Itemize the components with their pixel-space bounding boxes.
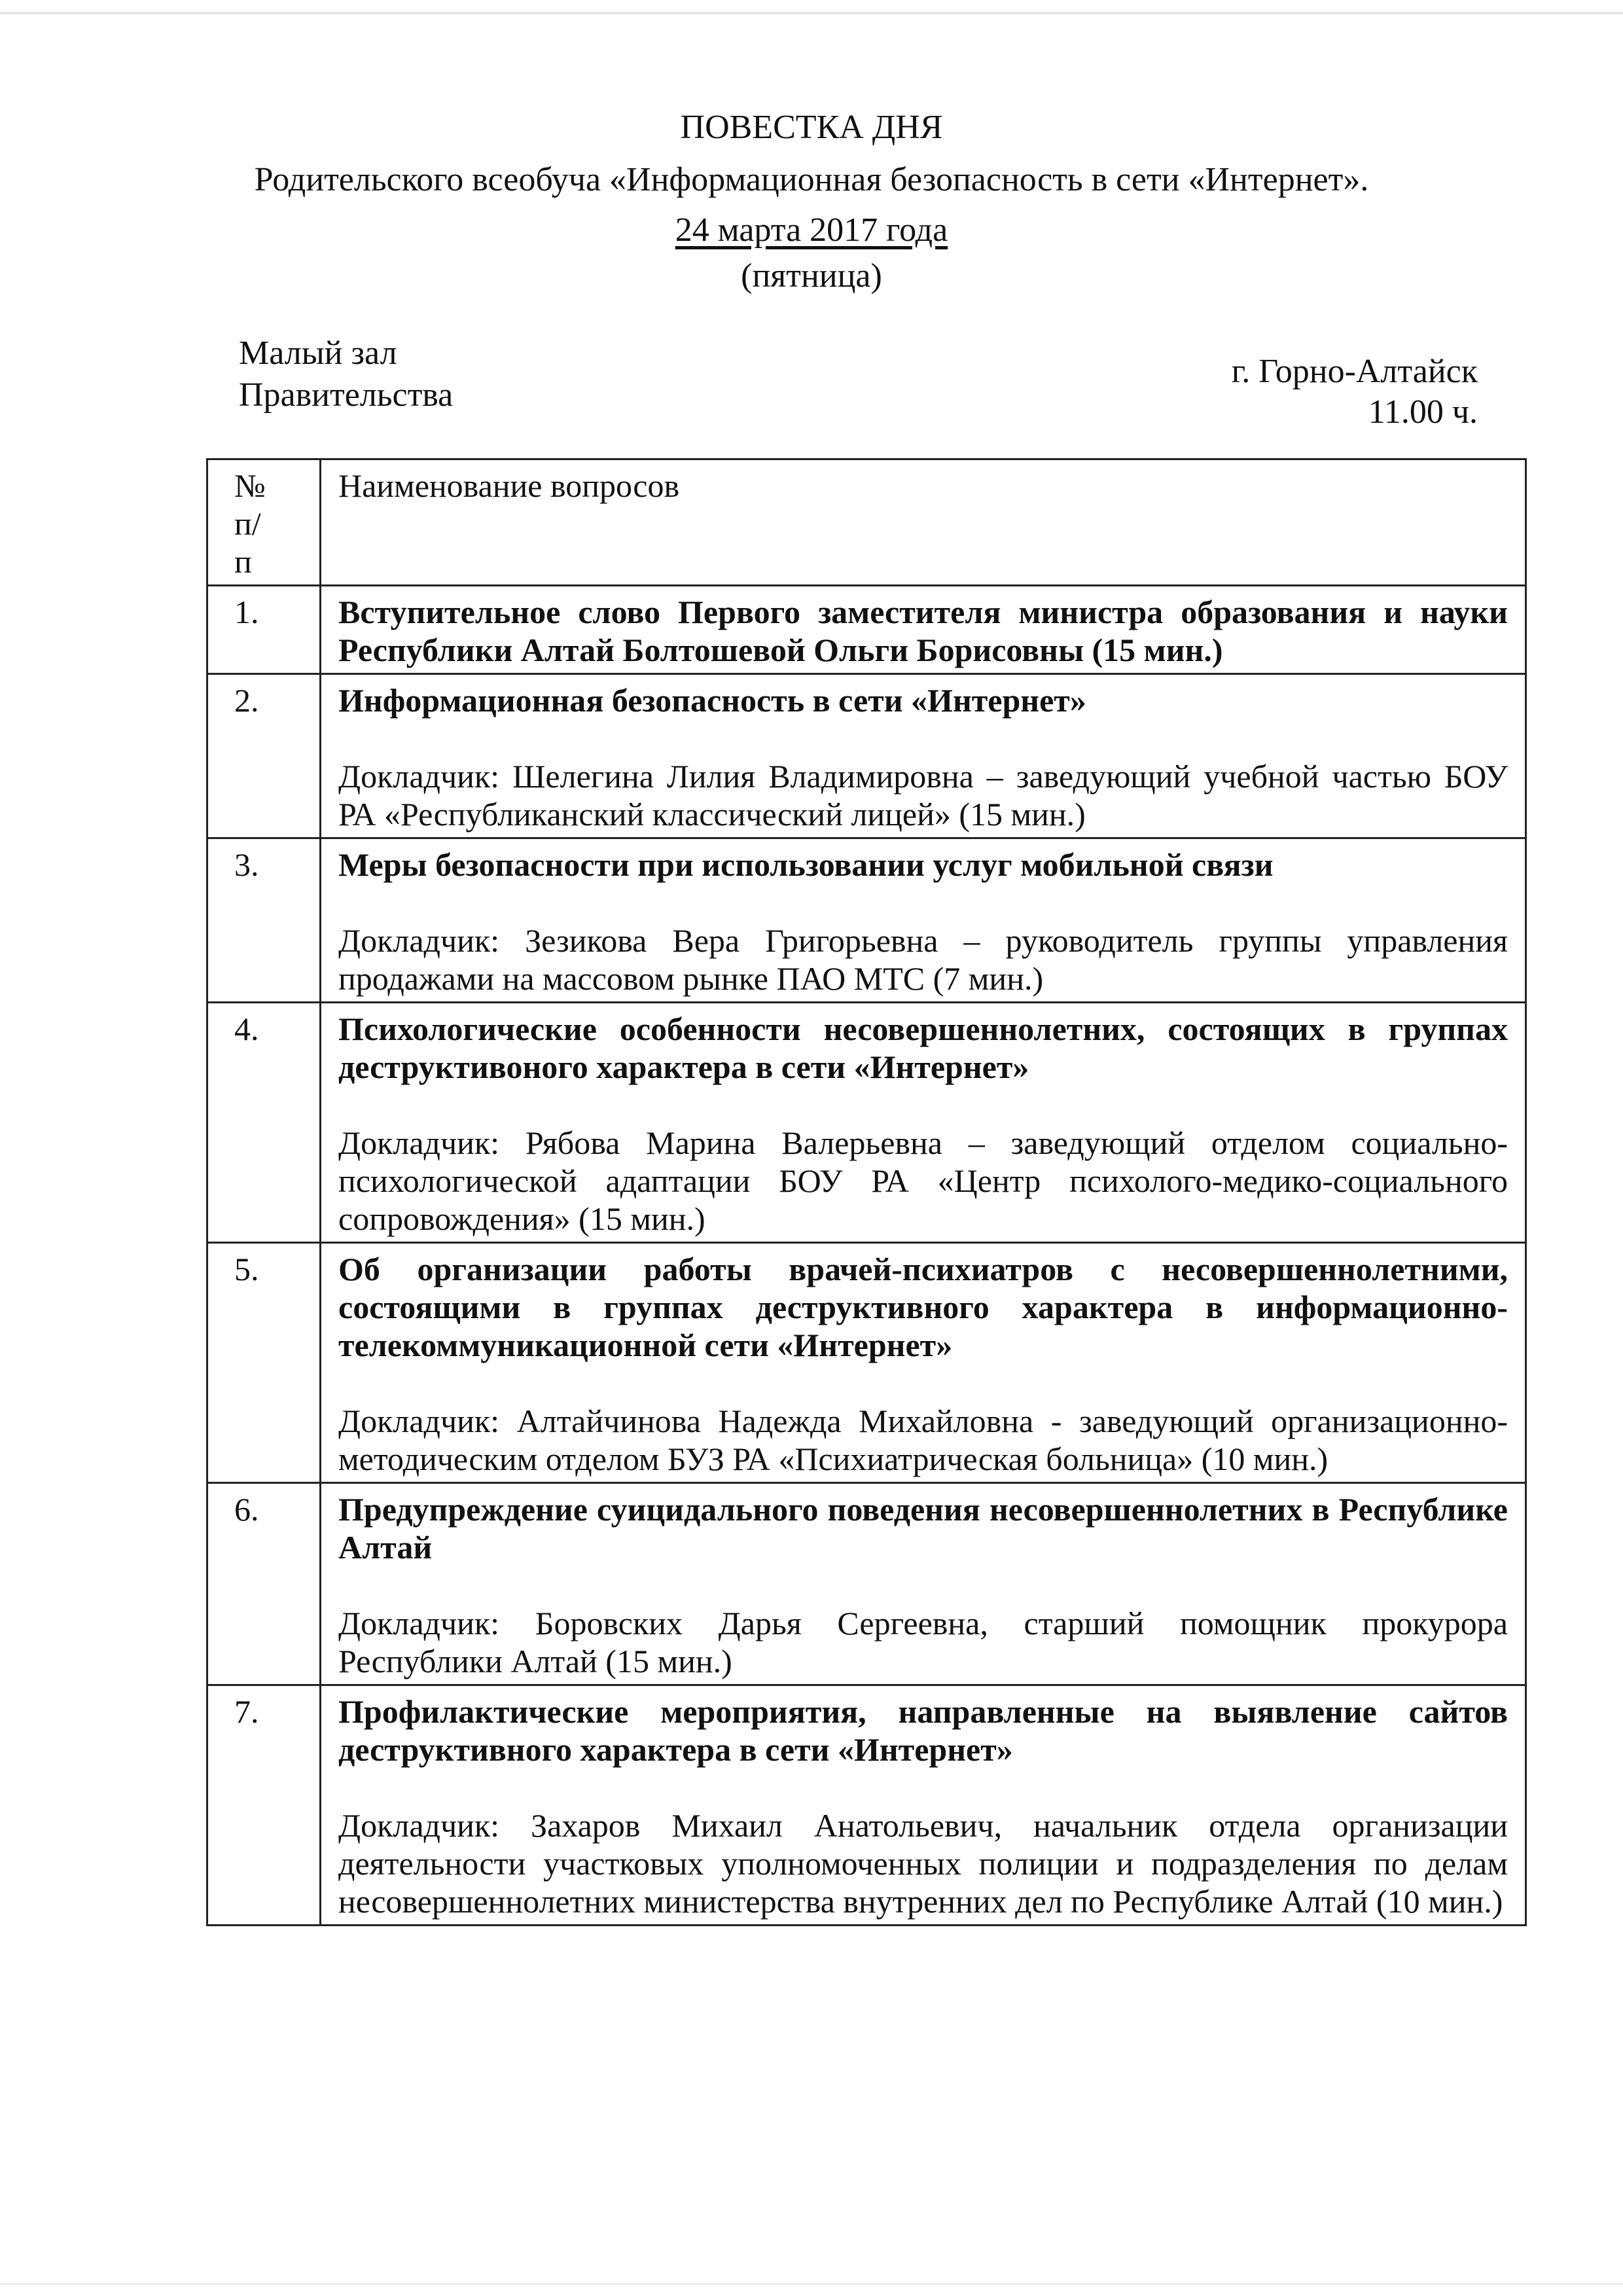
question-title: Об организации работы врачей-психиатров с несовершеннолетними, состоящими в группах деструктивного характера в информационно-телекоммуникационной сети «Интернет» [338,1251,1508,1363]
row-content [321,1483,1526,1685]
table-row [207,1003,1526,1243]
row-content [321,1003,1526,1243]
question-title: Меры безопасности при использовании услуг мобильной связи [338,846,1274,883]
question-speaker: Докладчик: Зезикова Вера Григорьевна – руководитель группы управления продажами на массовом рынке ПАО МТС (7 мин.) [338,922,1508,997]
question-speaker: Докладчик: Боровских Дарья Сергеевна, старший помощник прокурора Республики Алтай (15 мин.) [338,1605,1508,1679]
row-number: 5. [207,1243,321,1483]
row-number: 2. [207,674,321,838]
row-number: 3. [207,838,321,1003]
question-title: Предупреждение суицидального поведения несовершеннолетних в Республике Алтай [338,1491,1508,1566]
event-date: 24 марта 2017 года [675,211,948,249]
event-time: 11.00 ч. [1368,393,1478,431]
question-title: Информационная безопасность в сети «Интернет» [338,682,1086,719]
question-title: Психологические особенности несовершеннолетних, состоящих в группах деструктивоного характера в сети «Интернет» [338,1011,1508,1085]
table-row [207,674,1526,838]
row-content [321,1685,1526,1926]
venue-block [239,332,453,416]
table-row [207,586,1526,674]
page-subtitle: Родительского всеобуча «Информационная безопасность в сети «Интернет». [254,161,1369,198]
question-speaker: Докладчик: Шелегина Лилия Владимировна – заведующий учебной частью БОУ РА «Республиканский классический лицей» (15 мин.) [338,758,1508,833]
col-num-header: № п/п [207,459,321,586]
venue-building: Правительства [239,376,454,414]
question-title: Вступительное слово Первого заместителя министра образования и науки Республики Алтай Болтошевой Ольги Борисовны (15 мин.) [338,594,1508,668]
table-row [207,1483,1526,1685]
question-speaker: Докладчик: Рябова Марина Валерьевна – заведующий отделом социально-психологической адаптации БОУ РА «Центр психолого-медико-социального сопровождения» (15 мин.) [338,1124,1508,1237]
row-number: 1. [207,586,321,674]
question-speaker: Докладчик: Алтайчинова Надежда Михайловна - заведующий организационно-методическим отделом БУЗ РА «Психиатрическая больница» (10 мин.) [338,1403,1508,1477]
venue-city: г. Горно-Алтайск [1231,353,1478,390]
table-row [207,1685,1526,1926]
row-number: 6. [207,1483,321,1685]
table-row [207,1243,1526,1483]
row-content [321,586,1526,674]
row-number: 4. [207,1003,321,1243]
question-title: Профилактические мероприятия, направленные на выявление сайтов деструктивного характера в сети «Интернет» [338,1693,1508,1768]
agenda-table [206,458,1527,1926]
table-row [207,838,1526,1003]
row-number: 7. [207,1685,321,1926]
scan-edge-bottom [0,2283,1623,2285]
table-header-row [207,459,1526,586]
row-content [321,674,1526,838]
question-speaker: Докладчик: Захаров Михаил Анатольевич, начальник отдела организации деятельности участковых уполномоченных полиции и подразделения по делам несовершеннолетних министерства внутренних дел по Республике Алтай (10 мин.) [338,1807,1508,1920]
row-content [321,1243,1526,1483]
page-title: ПОВЕСТКА ДНЯ [680,109,943,146]
row-content [321,838,1526,1003]
scan-edge-top [0,12,1623,14]
col-name-header: Наименование вопросов [321,459,1526,586]
venue-hall: Малый зал [239,334,397,372]
event-weekday: (пятница) [741,257,882,295]
